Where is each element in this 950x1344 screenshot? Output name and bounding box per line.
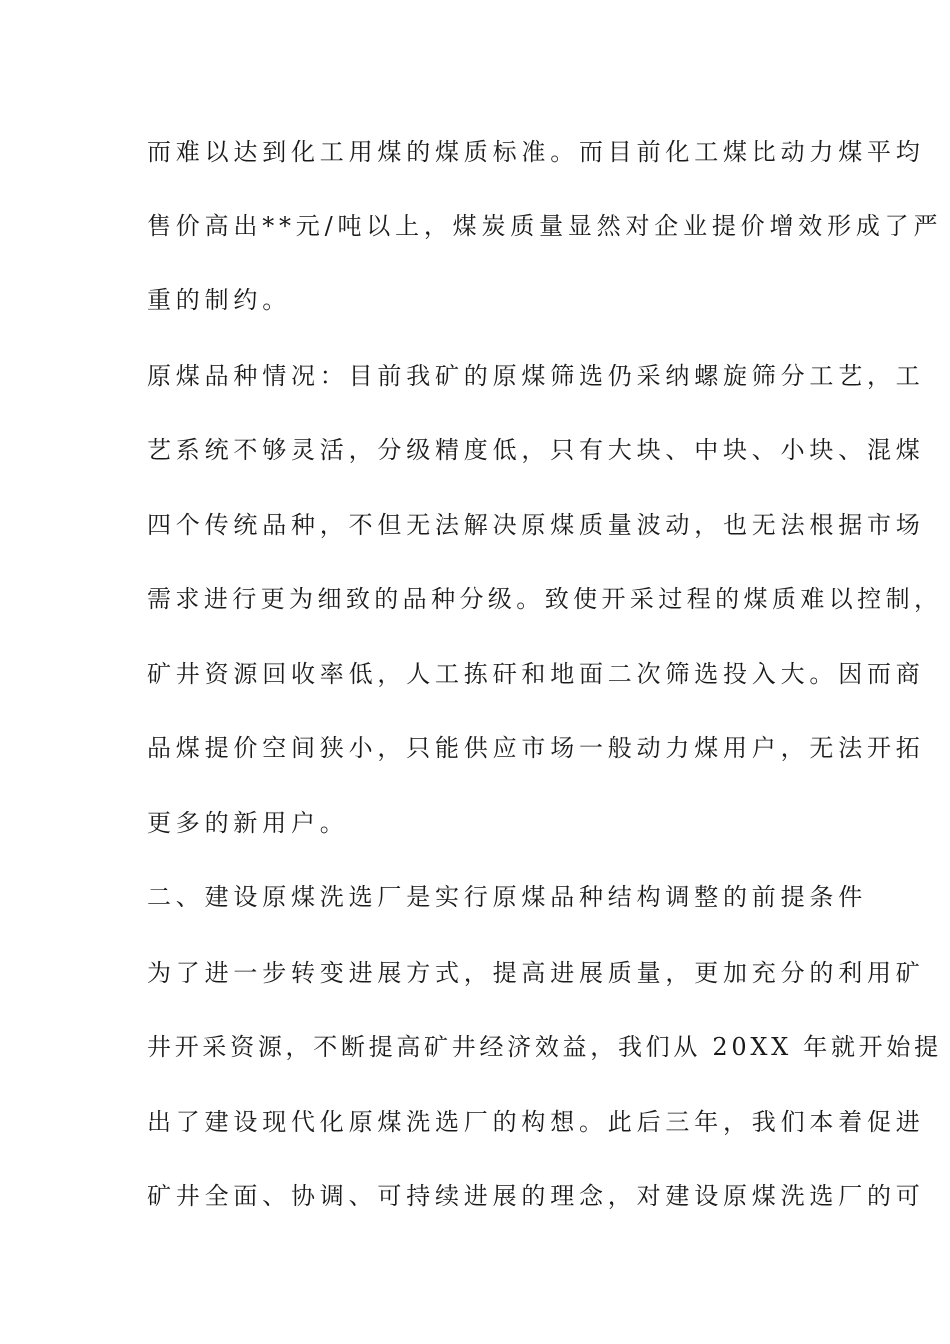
text-line: 重的制约。 [147, 286, 291, 314]
text-line: 矿井资源回收率低，人工拣矸和地面二次筛选投入大。因而商 [147, 660, 925, 688]
text-line: 售价高出**元/吨以上，煤炭质量显然对企业提价增效形成了严 [147, 212, 943, 240]
text-line: 出了建设现代化原煤洗选厂的构想。此后三年，我们本着促进 [147, 1108, 925, 1136]
text-line: 品煤提价空间狭小，只能供应市场一般动力煤用户，无法开拓 [147, 734, 925, 762]
text-line: 井开采资源，不断提高矿井经济效益，我们从 20XX 年就开始提 [147, 1033, 942, 1061]
text-line: 更多的新用户。 [147, 809, 349, 837]
text-line: 需求进行更为细致的品种分级。致使开采过程的煤质难以控制， [147, 585, 943, 613]
text-line: 为了进一步转变进展方式，提高进展质量，更加充分的利用矿 [147, 959, 925, 987]
text-line: 艺系统不够灵活，分级精度低，只有大块、中块、小块、混煤 [147, 436, 925, 464]
section-heading: 二、建设原煤洗选厂是实行原煤品种结构调整的前提条件 [147, 883, 867, 911]
text-line: 四个传统品种，不但无法解决原煤质量波动，也无法根据市场 [147, 511, 925, 539]
text-line: 原煤品种情况：目前我矿的原煤筛选仍采纳螺旋筛分工艺，工 [147, 362, 925, 390]
text-line: 矿井全面、协调、可持续进展的理念，对建设原煤洗选厂的可 [147, 1182, 925, 1210]
text-line: 而难以达到化工用煤的煤质标准。而目前化工煤比动力煤平均 [147, 138, 925, 166]
